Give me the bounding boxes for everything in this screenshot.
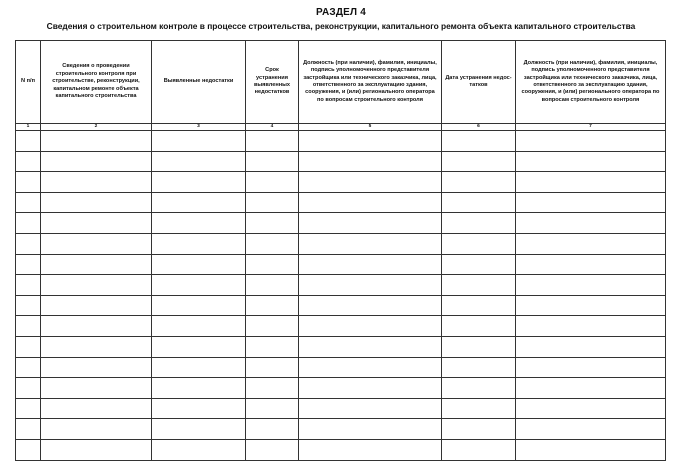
table-cell[interactable] (516, 254, 666, 275)
table-cell[interactable] (442, 275, 516, 296)
table-cell[interactable] (246, 378, 299, 399)
table-cell[interactable] (516, 275, 666, 296)
table-row (16, 419, 666, 440)
table-row (16, 172, 666, 193)
table-cell[interactable] (152, 151, 246, 172)
table-cell[interactable] (16, 275, 41, 296)
table-cell[interactable] (41, 192, 152, 213)
table-cell[interactable] (299, 316, 442, 337)
page-subtitle: Сведения о строительном контроле в процессе строительства, реконструкции, капитального ремонта объекта капитального строительства (46, 21, 636, 31)
table-cell[interactable] (16, 213, 41, 234)
table-cell[interactable] (246, 254, 299, 275)
table-cell[interactable] (152, 172, 246, 193)
table-cell[interactable] (152, 233, 246, 254)
table-cell[interactable] (516, 131, 666, 152)
table-cell[interactable] (41, 398, 152, 419)
header-cell-representative: Должность (при наличии), фамилия, инициалы, подпись уполномоченного представителя застройщика или технического заказчика, лица, ответственного за эксплуатацию здания, сооружения, и (или) регионального оператора по вопросам строительного контроля (299, 41, 442, 124)
table-cell[interactable] (516, 398, 666, 419)
table-cell[interactable] (246, 336, 299, 357)
table-cell[interactable] (16, 378, 41, 399)
table-row (16, 275, 666, 296)
table-cell[interactable] (299, 254, 442, 275)
table-cell[interactable] (442, 357, 516, 378)
table-cell[interactable] (299, 275, 442, 296)
table-cell[interactable] (152, 192, 246, 213)
table-cell[interactable] (516, 151, 666, 172)
table-cell[interactable] (299, 213, 442, 234)
table-cell[interactable] (41, 213, 152, 234)
table-cell[interactable] (442, 254, 516, 275)
table-cell[interactable] (152, 213, 246, 234)
table-cell[interactable] (442, 172, 516, 193)
table-cell[interactable] (299, 398, 442, 419)
table-cell[interactable] (246, 192, 299, 213)
table-cell[interactable] (41, 336, 152, 357)
table-cell[interactable] (516, 172, 666, 193)
table-row (16, 233, 666, 254)
construction-control-table (15, 40, 666, 461)
table-cell[interactable] (442, 295, 516, 316)
table-cell[interactable] (152, 357, 246, 378)
table-cell[interactable] (16, 336, 41, 357)
section-title: РАЗДЕЛ 4 (315, 7, 367, 18)
table-cell[interactable] (442, 213, 516, 234)
table-cell[interactable] (299, 378, 442, 399)
table-cell[interactable] (41, 151, 152, 172)
table-cell[interactable] (442, 378, 516, 399)
table-cell[interactable] (246, 316, 299, 337)
table-cell[interactable] (41, 254, 152, 275)
table-cell[interactable] (442, 131, 516, 152)
column-number-row (16, 124, 666, 131)
column-number: 1 (16, 124, 41, 131)
table-header-row (16, 41, 666, 124)
table-cell[interactable] (299, 336, 442, 357)
table-cell[interactable] (246, 151, 299, 172)
table-cell[interactable] (16, 398, 41, 419)
table-cell[interactable] (41, 131, 152, 152)
header-cell-fix-date: Дата устранения недостатков (442, 41, 516, 124)
table-cell[interactable] (299, 295, 442, 316)
table-cell[interactable] (442, 192, 516, 213)
table-cell[interactable] (442, 151, 516, 172)
table-cell[interactable] (41, 316, 152, 337)
table-cell[interactable] (16, 295, 41, 316)
table-cell[interactable] (16, 233, 41, 254)
table-cell[interactable] (41, 357, 152, 378)
column-number: 6 (442, 124, 516, 131)
table-cell[interactable] (516, 336, 666, 357)
table-cell[interactable] (442, 419, 516, 440)
table-cell[interactable] (299, 131, 442, 152)
table-cell[interactable] (299, 192, 442, 213)
table-cell[interactable] (299, 172, 442, 193)
header-cell-defects: Выявленные недостатки (152, 41, 246, 124)
table-cell[interactable] (299, 419, 442, 440)
table-row (16, 131, 666, 152)
column-number: 7 (516, 124, 666, 131)
table-cell[interactable] (246, 172, 299, 193)
table-cell[interactable] (299, 357, 442, 378)
table-cell[interactable] (516, 419, 666, 440)
column-number: 3 (152, 124, 246, 131)
header-cell-fix-deadline: Срок устранения выявленных недостатков (246, 41, 299, 124)
table-cell[interactable] (41, 419, 152, 440)
table-row (16, 316, 666, 337)
table-cell[interactable] (16, 131, 41, 152)
table-cell[interactable] (152, 378, 246, 399)
column-number: 5 (299, 124, 442, 131)
table-cell[interactable] (299, 151, 442, 172)
table-cell[interactable] (516, 316, 666, 337)
table-cell[interactable] (516, 378, 666, 399)
table-row (16, 357, 666, 378)
table-cell[interactable] (16, 192, 41, 213)
table-cell[interactable] (16, 151, 41, 172)
column-number: 2 (41, 124, 152, 131)
table-cell[interactable] (16, 254, 41, 275)
table-row (16, 378, 666, 399)
table-cell[interactable] (152, 295, 246, 316)
header-cell-representative-confirm: Должность (при наличии), фамилия, инициалы, подпись уполномоченного представителя застройщика или технического заказчика, лица, ответственного за эксплуатацию здания, сооружения, и (или) регионального оператора по вопросам строительного контроля (516, 41, 666, 124)
table-cell[interactable] (246, 233, 299, 254)
table-cell[interactable] (246, 275, 299, 296)
table-cell[interactable] (16, 316, 41, 337)
table-cell[interactable] (41, 275, 152, 296)
table-cell[interactable] (246, 398, 299, 419)
table-cell[interactable] (516, 233, 666, 254)
table-cell[interactable] (152, 398, 246, 419)
header-cell-number: N п/п (16, 41, 41, 124)
table-cell[interactable] (516, 295, 666, 316)
table-row (16, 213, 666, 234)
table-cell[interactable] (442, 398, 516, 419)
table-row (16, 398, 666, 419)
header-cell-control-info: Сведения о проведении строительного контроля при строительстве, реконструкции, капитальном ремонте объекта капитального строительства (41, 41, 152, 124)
table-cell[interactable] (246, 131, 299, 152)
table-cell[interactable] (442, 336, 516, 357)
table-cell[interactable] (16, 172, 41, 193)
table-cell[interactable] (516, 357, 666, 378)
table-cell[interactable] (516, 192, 666, 213)
table-row (16, 151, 666, 172)
table-cell[interactable] (246, 419, 299, 440)
table-cell[interactable] (152, 336, 246, 357)
table-cell[interactable] (152, 131, 246, 152)
table-cell[interactable] (152, 275, 246, 296)
table-row (16, 336, 666, 357)
table-cell[interactable] (246, 357, 299, 378)
table-cell[interactable] (152, 316, 246, 337)
table-cell[interactable] (16, 419, 41, 440)
table-cell[interactable] (152, 254, 246, 275)
table-cell[interactable] (516, 213, 666, 234)
table-cell[interactable] (299, 233, 442, 254)
table-row (16, 254, 666, 275)
table-cell[interactable] (442, 316, 516, 337)
table-row (16, 295, 666, 316)
table-row (16, 192, 666, 213)
table-cell[interactable] (442, 233, 516, 254)
table-cell[interactable] (41, 233, 152, 254)
table-cell[interactable] (246, 213, 299, 234)
table-cell[interactable] (16, 357, 41, 378)
table-cell[interactable] (152, 419, 246, 440)
table-cell[interactable] (246, 295, 299, 316)
table-cell[interactable] (41, 378, 152, 399)
table-cell[interactable] (41, 295, 152, 316)
column-number: 4 (246, 124, 299, 131)
table-cell[interactable] (41, 172, 152, 193)
